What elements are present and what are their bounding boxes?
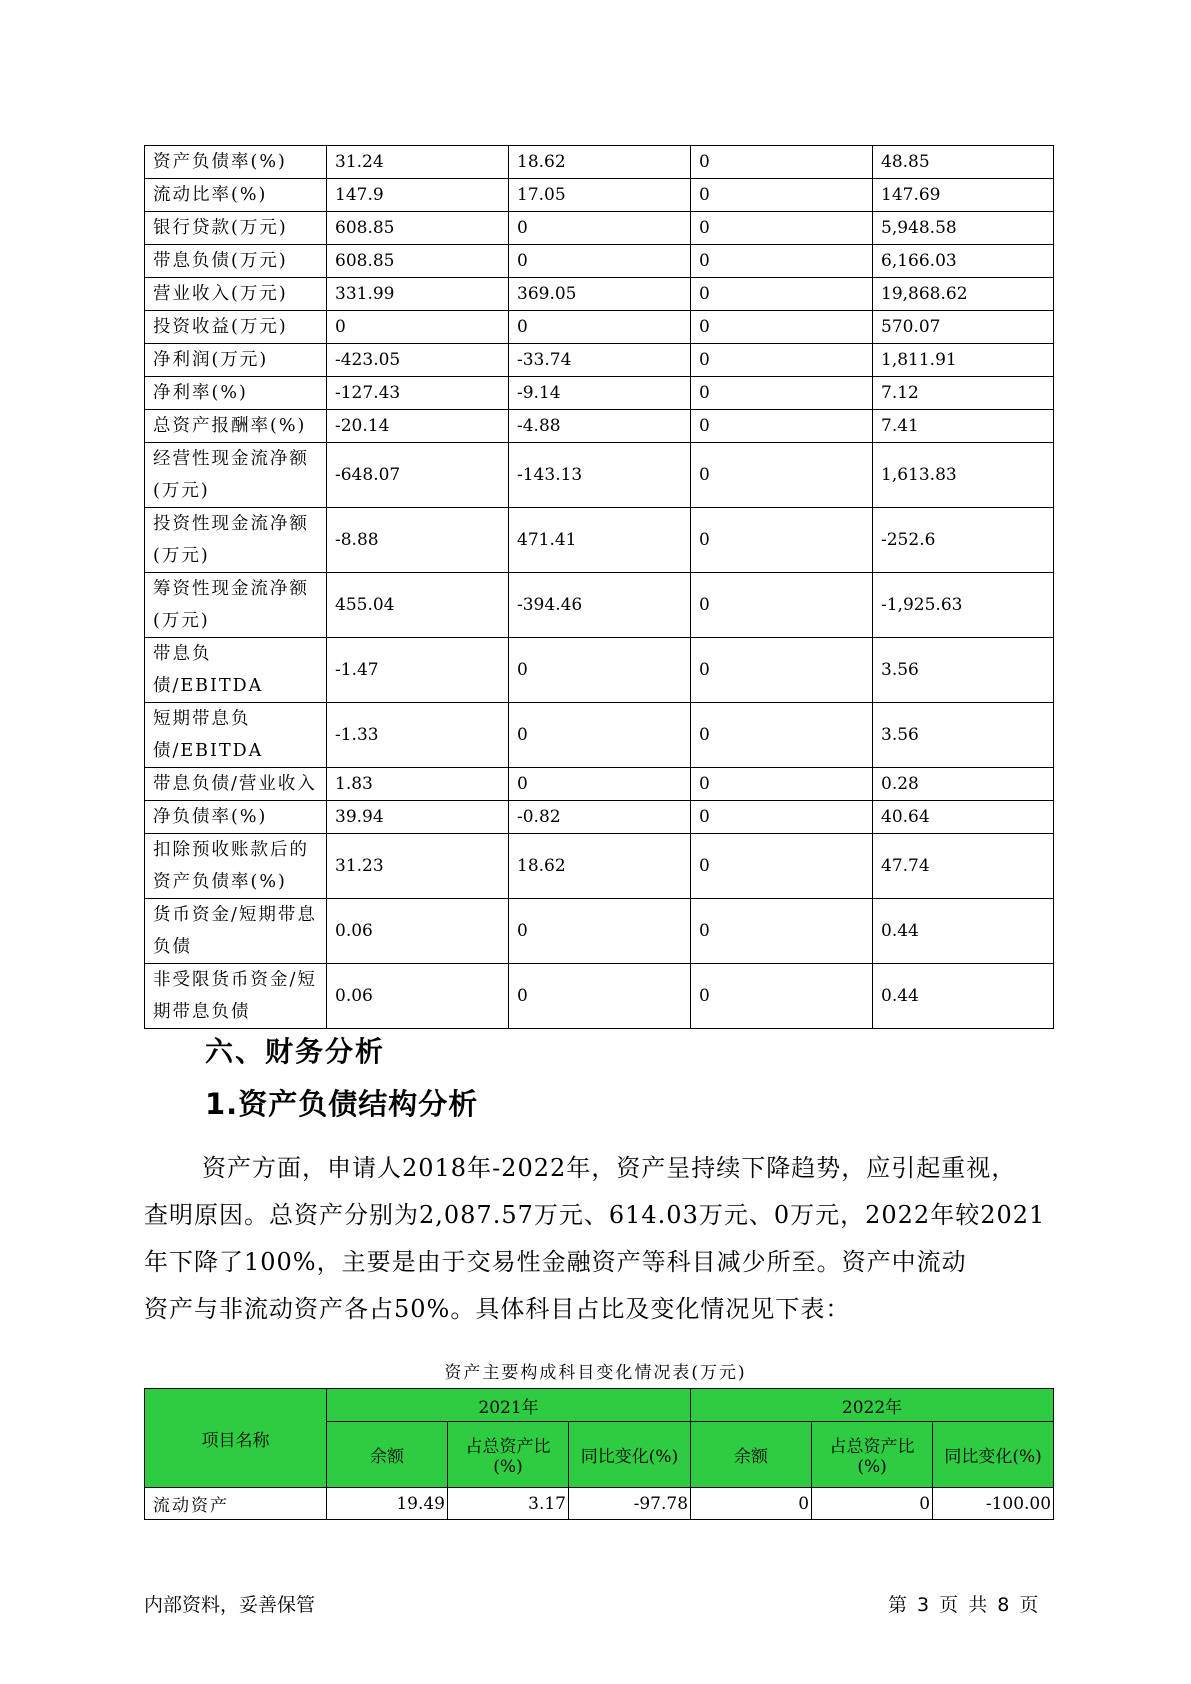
indicator-value-v2: -9.14 bbox=[509, 377, 691, 410]
indicator-value-v3: 0 bbox=[691, 179, 873, 212]
indicator-value-v1: 331.99 bbox=[327, 278, 509, 311]
indicator-value-v3: 0 bbox=[691, 311, 873, 344]
indicator-value-v4: 19,868.62 bbox=[873, 278, 1054, 311]
indicator-value-v4: 47.74 bbox=[873, 834, 1054, 899]
table-row bbox=[145, 834, 1054, 899]
indicator-value-v1: 31.24 bbox=[327, 146, 509, 179]
paragraph-line: 查明原因。总资产分别为2,087.57万元、614.03万元、0万元，2022年较2021 bbox=[144, 1201, 1046, 1229]
indicator-value-v2: 0 bbox=[509, 638, 691, 703]
table-row bbox=[145, 344, 1054, 377]
indicator-value-v4: 7.41 bbox=[873, 410, 1054, 443]
indicator-label: 筹资性现金流净额(万元) bbox=[145, 573, 327, 638]
indicator-value-v4: 7.12 bbox=[873, 377, 1054, 410]
indicator-value-v2: 0 bbox=[509, 899, 691, 964]
indicator-value-v1: -127.43 bbox=[327, 377, 509, 410]
indicator-value-v4: 0.44 bbox=[873, 899, 1054, 964]
indicator-value-v1: -20.14 bbox=[327, 410, 509, 443]
indicator-value-v2: 0 bbox=[509, 964, 691, 1029]
table-row bbox=[145, 377, 1054, 410]
footer-page-number: 第 3 页 共 8 页 bbox=[888, 1594, 1039, 1616]
indicator-value-v2: 0 bbox=[509, 703, 691, 768]
indicator-value-v2: -394.46 bbox=[509, 573, 691, 638]
indicator-label: 营业收入(万元) bbox=[145, 278, 327, 311]
indicator-label: 银行贷款(万元) bbox=[145, 212, 327, 245]
indicator-value-v1: 0.06 bbox=[327, 964, 509, 1029]
indicator-value-v1: 1.83 bbox=[327, 768, 509, 801]
indicator-label: 资产负债率(%) bbox=[145, 146, 327, 179]
indicator-label: 净负债率(%) bbox=[145, 801, 327, 834]
paragraph-line: 年下降了100%，主要是由于交易性金融资产等科目减少所至。资产中流动 bbox=[144, 1248, 967, 1276]
indicator-label: 短期带息负债/EBITDA bbox=[145, 703, 327, 768]
indicator-label: 投资收益(万元) bbox=[145, 311, 327, 344]
indicator-label: 非受限货币资金/短期带息负债 bbox=[145, 964, 327, 1029]
indicator-value-v2: 0 bbox=[509, 311, 691, 344]
indicator-value-v1: -648.07 bbox=[327, 443, 509, 508]
indicator-value-v3: 0 bbox=[691, 964, 873, 1029]
cell-balance-2022: 0 bbox=[691, 1488, 812, 1520]
indicator-value-v3: 0 bbox=[691, 410, 873, 443]
footer-confidential: 内部资料，妥善保管 bbox=[144, 1594, 316, 1616]
table-row bbox=[145, 410, 1054, 443]
cell-share-2022: 0 bbox=[812, 1488, 933, 1520]
indicator-value-v1: 147.9 bbox=[327, 179, 509, 212]
indicator-value-v1: -1.47 bbox=[327, 638, 509, 703]
table-caption: 资产主要构成科目变化情况表(万元) bbox=[444, 1363, 747, 1383]
indicator-value-v4: 0.44 bbox=[873, 964, 1054, 1029]
indicator-value-v1: 0 bbox=[327, 311, 509, 344]
table-row bbox=[145, 212, 1054, 245]
header-year-2022: 2022年 bbox=[691, 1389, 1054, 1422]
indicator-value-v2: 0 bbox=[509, 768, 691, 801]
indicator-label: 带息负债/营业收入 bbox=[145, 768, 327, 801]
indicator-value-v2: 18.62 bbox=[509, 834, 691, 899]
indicator-value-v4: 48.85 bbox=[873, 146, 1054, 179]
indicator-value-v4: 1,613.83 bbox=[873, 443, 1054, 508]
indicator-value-v3: 0 bbox=[691, 768, 873, 801]
indicator-value-v1: 0.06 bbox=[327, 899, 509, 964]
indicator-value-v4: 6,166.03 bbox=[873, 245, 1054, 278]
table-row bbox=[145, 703, 1054, 768]
indicator-value-v3: 0 bbox=[691, 377, 873, 410]
indicator-label: 货币资金/短期带息负债 bbox=[145, 899, 327, 964]
indicator-value-v4: 147.69 bbox=[873, 179, 1054, 212]
indicator-value-v3: 0 bbox=[691, 801, 873, 834]
indicator-value-v4: 40.64 bbox=[873, 801, 1054, 834]
indicator-value-v2: 471.41 bbox=[509, 508, 691, 573]
indicator-value-v1: 31.23 bbox=[327, 834, 509, 899]
indicator-value-v1: 608.85 bbox=[327, 212, 509, 245]
indicator-label: 净利润(万元) bbox=[145, 344, 327, 377]
row-name: 流动资产 bbox=[145, 1488, 327, 1520]
indicator-value-v3: 0 bbox=[691, 899, 873, 964]
indicator-value-v1: -423.05 bbox=[327, 344, 509, 377]
subsection-title: 1.资产负债结构分析 bbox=[205, 1087, 479, 1121]
table-row bbox=[145, 443, 1054, 508]
asset-composition-table bbox=[144, 1388, 1054, 1520]
indicator-value-v1: 39.94 bbox=[327, 801, 509, 834]
indicator-label: 流动比率(%) bbox=[145, 179, 327, 212]
table-row bbox=[145, 768, 1054, 801]
indicator-value-v4: 3.56 bbox=[873, 638, 1054, 703]
indicator-value-v3: 0 bbox=[691, 278, 873, 311]
table-row bbox=[145, 311, 1054, 344]
table-row bbox=[145, 638, 1054, 703]
indicator-value-v2: 0 bbox=[509, 212, 691, 245]
indicator-label: 带息负债/EBITDA bbox=[145, 638, 327, 703]
indicator-value-v1: 608.85 bbox=[327, 245, 509, 278]
indicator-value-v3: 0 bbox=[691, 834, 873, 899]
indicator-value-v3: 0 bbox=[691, 638, 873, 703]
table-row bbox=[145, 899, 1054, 964]
indicator-value-v1: 455.04 bbox=[327, 573, 509, 638]
indicator-value-v4: -1,925.63 bbox=[873, 573, 1054, 638]
cell-yoy-2021: -97.78 bbox=[569, 1488, 691, 1520]
cell-yoy-2022: -100.00 bbox=[933, 1488, 1054, 1520]
header-yoy: 同比变化(%) bbox=[933, 1422, 1054, 1488]
indicator-value-v4: -252.6 bbox=[873, 508, 1054, 573]
indicator-value-v3: 0 bbox=[691, 344, 873, 377]
indicator-value-v1: -1.33 bbox=[327, 703, 509, 768]
indicator-value-v3: 0 bbox=[691, 443, 873, 508]
indicator-value-v2: -143.13 bbox=[509, 443, 691, 508]
indicator-value-v3: 0 bbox=[691, 508, 873, 573]
table-row bbox=[145, 508, 1054, 573]
header-item-name: 项目名称 bbox=[145, 1389, 327, 1488]
indicator-value-v2: 369.05 bbox=[509, 278, 691, 311]
indicator-value-v2: -33.74 bbox=[509, 344, 691, 377]
table-row bbox=[145, 278, 1054, 311]
indicator-value-v4: 570.07 bbox=[873, 311, 1054, 344]
indicator-value-v3: 0 bbox=[691, 703, 873, 768]
indicator-value-v3: 0 bbox=[691, 573, 873, 638]
analysis-paragraph bbox=[144, 1145, 1064, 1333]
indicator-value-v2: -4.88 bbox=[509, 410, 691, 443]
paragraph-line: 资产方面，申请人2018年-2022年，资产呈持续下降趋势，应引起重视， bbox=[202, 1154, 1017, 1182]
financial-indicator-table bbox=[144, 145, 1054, 1029]
table-row bbox=[145, 964, 1054, 1029]
indicator-value-v4: 3.56 bbox=[873, 703, 1054, 768]
indicator-label: 经营性现金流净额(万元) bbox=[145, 443, 327, 508]
header-balance: 余额 bbox=[327, 1422, 448, 1488]
table-row bbox=[145, 179, 1054, 212]
header-year-2021: 2021年 bbox=[327, 1389, 691, 1422]
header-balance: 余额 bbox=[691, 1422, 812, 1488]
indicator-value-v3: 0 bbox=[691, 146, 873, 179]
indicator-value-v2: -0.82 bbox=[509, 801, 691, 834]
indicator-label: 带息负债(万元) bbox=[145, 245, 327, 278]
indicator-value-v2: 17.05 bbox=[509, 179, 691, 212]
table-row bbox=[145, 573, 1054, 638]
indicator-value-v2: 0 bbox=[509, 245, 691, 278]
indicator-value-v3: 0 bbox=[691, 245, 873, 278]
header-yoy: 同比变化(%) bbox=[569, 1422, 691, 1488]
indicator-value-v4: 5,948.58 bbox=[873, 212, 1054, 245]
table-row bbox=[145, 1488, 1054, 1520]
table-row bbox=[145, 245, 1054, 278]
indicator-label: 扣除预收账款后的资产负债率(%) bbox=[145, 834, 327, 899]
header-share: 占总资产比(%) bbox=[812, 1422, 933, 1488]
indicator-value-v1: -8.88 bbox=[327, 508, 509, 573]
table-row bbox=[145, 146, 1054, 179]
cell-balance-2021: 19.49 bbox=[327, 1488, 448, 1520]
indicator-label: 净利率(%) bbox=[145, 377, 327, 410]
indicator-label: 投资性现金流净额(万元) bbox=[145, 508, 327, 573]
header-share: 占总资产比(%) bbox=[448, 1422, 569, 1488]
indicator-value-v4: 1,811.91 bbox=[873, 344, 1054, 377]
indicator-value-v3: 0 bbox=[691, 212, 873, 245]
indicator-label: 总资产报酬率(%) bbox=[145, 410, 327, 443]
cell-share-2021: 3.17 bbox=[448, 1488, 569, 1520]
indicator-value-v2: 18.62 bbox=[509, 146, 691, 179]
section-title: 六、财务分析 bbox=[205, 1035, 386, 1068]
table-row bbox=[145, 801, 1054, 834]
paragraph-line: 资产与非流动资产各占50%。具体科目占比及变化情况见下表： bbox=[144, 1295, 851, 1323]
indicator-value-v4: 0.28 bbox=[873, 768, 1054, 801]
